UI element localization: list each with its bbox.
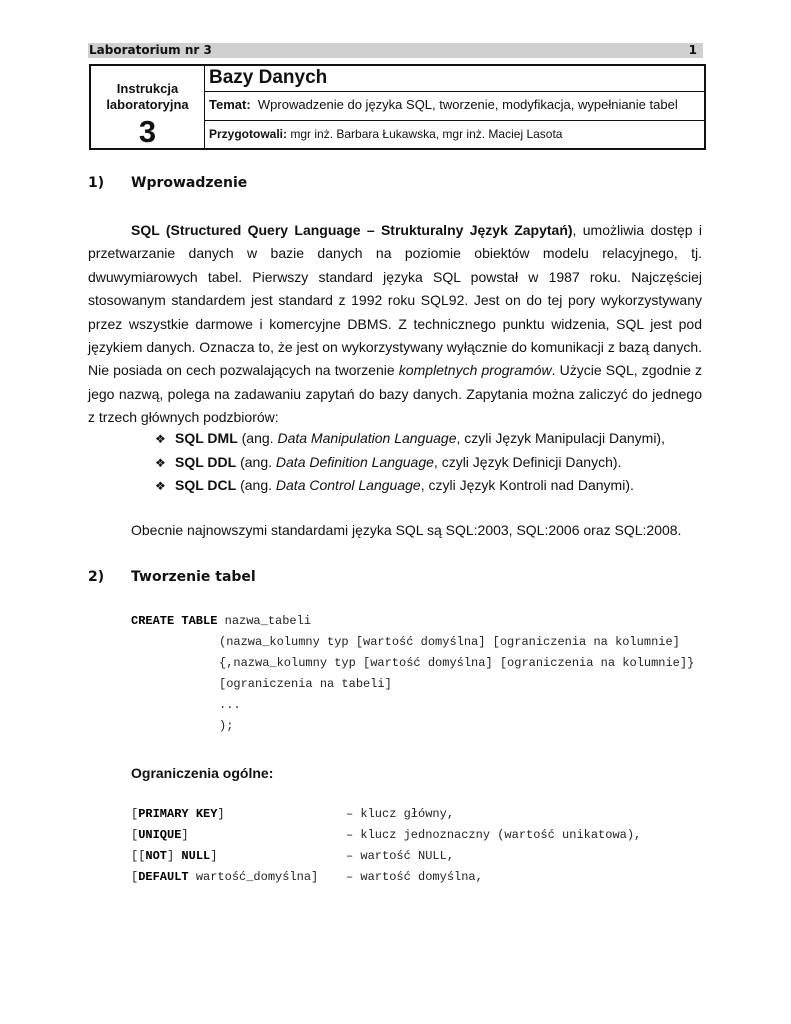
- code-keyword: CREATE TABLE: [131, 614, 218, 628]
- constraint-item: [131, 807, 225, 821]
- bracket: ]: [181, 828, 189, 842]
- info-box: [89, 64, 706, 150]
- code-line: (nazwa_kolumny typ [wartość domyślna] [ograniczenia na kolumnie]: [219, 635, 680, 649]
- authors-value: mgr inż. Barbara Łukawska, mgr inż. Maciej Lasota: [290, 127, 563, 141]
- authors-row: [205, 121, 704, 148]
- intro-italic: kompletnych programów: [398, 362, 552, 379]
- constraint-item: [131, 870, 318, 884]
- header-title: Laboratorium nr 3: [89, 43, 212, 57]
- page-header: [88, 43, 703, 58]
- title-row: [205, 66, 704, 92]
- list-item-term: SQL DCL: [175, 477, 237, 493]
- list-item: [155, 474, 665, 498]
- constraint-item: [131, 828, 189, 842]
- intro-paragraph: [88, 219, 702, 430]
- instruction-label: [91, 81, 204, 113]
- sql-definition: SQL (Structured Query Language – Strukturalny Język Zapytań): [131, 222, 573, 238]
- authors-text: [209, 127, 562, 141]
- code-line: [ograniczenia na tabeli]: [219, 677, 392, 691]
- list-item: [155, 451, 665, 475]
- bracket: ]: [217, 807, 225, 821]
- diamond-bullet-icon: ❖: [155, 455, 166, 470]
- bracket: [[: [131, 849, 146, 863]
- constraint-keyword: PRIMARY KEY: [138, 807, 218, 821]
- authors-label: Przygotowali:: [209, 127, 288, 141]
- list-item-italic: Data Manipulation Language: [277, 430, 457, 446]
- course-title: Bazy Danych: [209, 67, 328, 88]
- bracket: ]: [167, 849, 182, 863]
- code-line: {,nazwa_kolumny typ [wartość domyślna] [ograniczenia na kolumnie]}: [219, 656, 695, 670]
- bracket: [: [131, 807, 139, 821]
- instruction-label-line1: Instrukcja: [116, 81, 179, 96]
- topic-row: [205, 92, 704, 121]
- constraint-desc: – wartość NULL,: [346, 849, 455, 863]
- instruction-cell: [91, 66, 205, 148]
- diamond-bullet-icon: ❖: [155, 479, 166, 493]
- instruction-label-line2: laboratoryjna: [106, 97, 189, 112]
- code-line: );: [219, 719, 234, 733]
- section-2-number: 2): [88, 569, 105, 585]
- list-item-italic: Data Definition Language: [275, 453, 434, 470]
- constraint-desc: – wartość domyślna,: [346, 870, 483, 884]
- constraint-text: wartość_domyślna]: [188, 870, 319, 884]
- constraint-item: [131, 849, 217, 863]
- list-item-text: (ang.: [237, 430, 278, 446]
- topic-value: Wprowadzenie do języka SQL, tworzenie, modyfikacja, wypełnianie tabel: [257, 97, 678, 112]
- list-item-italic: Data Control Language: [275, 477, 421, 493]
- section-1-title: Wprowadzenie: [131, 175, 248, 191]
- constraints-heading: Ograniczenia ogólne:: [131, 765, 274, 781]
- list-item-text: , czyli Język Definicji Danych).: [433, 453, 622, 470]
- intro-text-a: , umożliwia dostęp i przetwarzanie danych w bazie danych na poziomie obiektów modelu relacyjnego, tj. dwuwymiarowych tabel. Pierwszy standard języka SQL powstał w 1987 roku. Najczęściej stosowanym standardem jest standard z 1992 roku SQL92. Jest on do tej pory wykorzystywany przez wszystkie darmowe i komercyjne DBMS. Z technicznego punktu widzenia, SQL jest pod językiem danych. Oznacza to, że jest on wykorzystywany wyłącznie do komunikacji z bazą danych. Nie posiada on cech pozwalających na tworzenie: [88, 222, 702, 379]
- topic-label: Temat:: [209, 97, 251, 112]
- list-item-text: (ang.: [236, 477, 276, 493]
- diamond-bullet-icon: ❖: [155, 432, 166, 446]
- constraint-keyword: NOT: [145, 849, 168, 863]
- section-2-title: Tworzenie tabel: [131, 569, 256, 585]
- code-line: ...: [219, 698, 241, 712]
- bracket: [: [131, 870, 139, 884]
- bracket: [: [131, 828, 139, 842]
- code-create-table: [131, 614, 311, 628]
- list-item-term: SQL DML: [175, 430, 238, 446]
- constraint-desc: – klucz główny,: [346, 807, 455, 821]
- list-item-text: , czyli Język Manipulacji Danymi),: [456, 430, 665, 446]
- list-item-text: (ang.: [236, 453, 276, 470]
- list-item-term: SQL DDL: [175, 453, 237, 470]
- page-number: 1: [688, 43, 697, 57]
- standards-paragraph: Obecnie najnowszymi standardami języka SQL są SQL:2003, SQL:2006 oraz SQL:2008.: [131, 522, 682, 538]
- topic-text: [209, 97, 678, 112]
- constraint-desc: – klucz jednoznaczny (wartość unikatowa),: [346, 828, 642, 842]
- list-item-text: , czyli Język Kontroli nad Danymi).: [420, 477, 634, 493]
- constraint-keyword: DEFAULT: [138, 870, 189, 884]
- lab-number: 3: [138, 114, 157, 149]
- sql-subsets-list: [155, 427, 665, 498]
- constraint-keyword: NULL: [181, 849, 211, 863]
- section-1-number: 1): [88, 175, 105, 191]
- bracket: ]: [210, 849, 218, 863]
- intro-text-b: . Użycie SQL, zgodnie z jego nazwą, polega na zadawaniu zapytań do bazy danych. Zapytania można zaliczyć do jednego z trzech głównych podzbiorów:: [88, 362, 702, 426]
- constraint-keyword: UNIQUE: [138, 828, 182, 842]
- list-item: [155, 427, 665, 451]
- code-table-name: nazwa_tabeli: [217, 614, 312, 628]
